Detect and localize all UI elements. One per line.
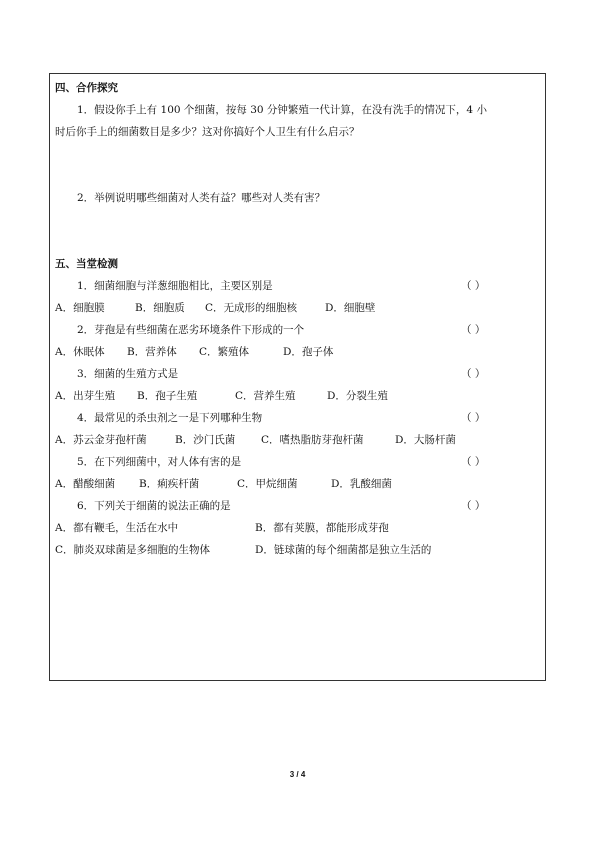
question-6-answer-blank: （ ） xyxy=(461,500,486,512)
option: D．分裂生殖 xyxy=(327,390,388,402)
option: A．醋酸细菌 xyxy=(55,478,116,490)
question-5-stem: 5．在下列细菌中，对人体有害的是 xyxy=(77,456,242,468)
option: B．营养体 xyxy=(127,346,177,358)
section4-heading: 四、合作探究 xyxy=(55,82,118,94)
option: A．苏云金芽孢杆菌 xyxy=(55,434,147,446)
option: C．繁殖体 xyxy=(199,346,250,358)
question-4-answer-blank: （ ） xyxy=(461,412,486,424)
option: C．无成形的细胞核 xyxy=(205,302,298,314)
option: B．细胞质 xyxy=(135,302,185,314)
option: D．大肠杆菌 xyxy=(395,434,456,446)
q1-line2: 时后你手上的细菌数目是多少？这对你搞好个人卫生有什么启示？ xyxy=(55,126,360,138)
question-2-answer-blank: （ ） xyxy=(461,324,486,336)
question-3-stem: 3．细菌的生殖方式是 xyxy=(77,368,179,380)
option: A．都有鞭毛，生活在水中 xyxy=(55,522,179,534)
option: D．乳酸细菌 xyxy=(331,478,392,490)
question-3-answer-blank: （ ） xyxy=(461,368,486,380)
question-1-options xyxy=(55,301,541,315)
option: D．细胞壁 xyxy=(325,302,376,314)
question-2-options xyxy=(55,345,541,359)
question-4-options xyxy=(55,433,541,447)
question-6-options-row2 xyxy=(55,543,541,557)
question-4-stem: 4．最常见的杀虫剂之一是下列哪种生物 xyxy=(77,412,263,424)
section5-heading: 五、当堂检测 xyxy=(55,258,118,270)
option: B．沙门氏菌 xyxy=(175,434,236,446)
option: D．孢子体 xyxy=(283,346,334,358)
option: B．都有荚膜，都能形成芽孢 xyxy=(255,522,389,534)
question-3-options xyxy=(55,389,541,403)
option: C．甲烷细菌 xyxy=(237,478,298,490)
option: A．细胞膜 xyxy=(55,302,105,314)
option: B．孢子生殖 xyxy=(137,390,198,402)
q2: 2．举例说明哪些细菌对人类有益？哪些对人类有害？ xyxy=(77,192,326,204)
option: A．出芽生殖 xyxy=(55,390,116,402)
question-1-answer-blank: （ ） xyxy=(461,280,486,292)
option: C．肺炎双球菌是多细胞的生物体 xyxy=(55,544,211,556)
question-6-stem: 6．下列关于细菌的说法正确的是 xyxy=(77,500,231,512)
question-2-stem: 2．芽孢是有些细菌在恶劣环境条件下形成的一个 xyxy=(77,324,305,336)
option: D．链球菌的每个细菌都是独立生活的 xyxy=(255,544,432,556)
question-5-options xyxy=(55,477,541,491)
question-5-answer-blank: （ ） xyxy=(461,456,486,468)
page-number: 3 / 4 xyxy=(289,770,306,779)
option: C．营养生殖 xyxy=(235,390,296,402)
option: A．休眠体 xyxy=(55,346,105,358)
question-1-stem: 1．细菌细胞与洋葱细胞相比，主要区别是 xyxy=(77,280,273,292)
question-6-options-row1 xyxy=(55,521,541,535)
option: B．痢疾杆菌 xyxy=(139,478,200,490)
q1-line1: 1．假设你手上有 100 个细菌，按每 30 分钟繁殖一代计算，在没有洗手的情况下，4 小 xyxy=(77,104,487,116)
option: C．嗜热脂肪芽孢杆菌 xyxy=(261,434,364,446)
